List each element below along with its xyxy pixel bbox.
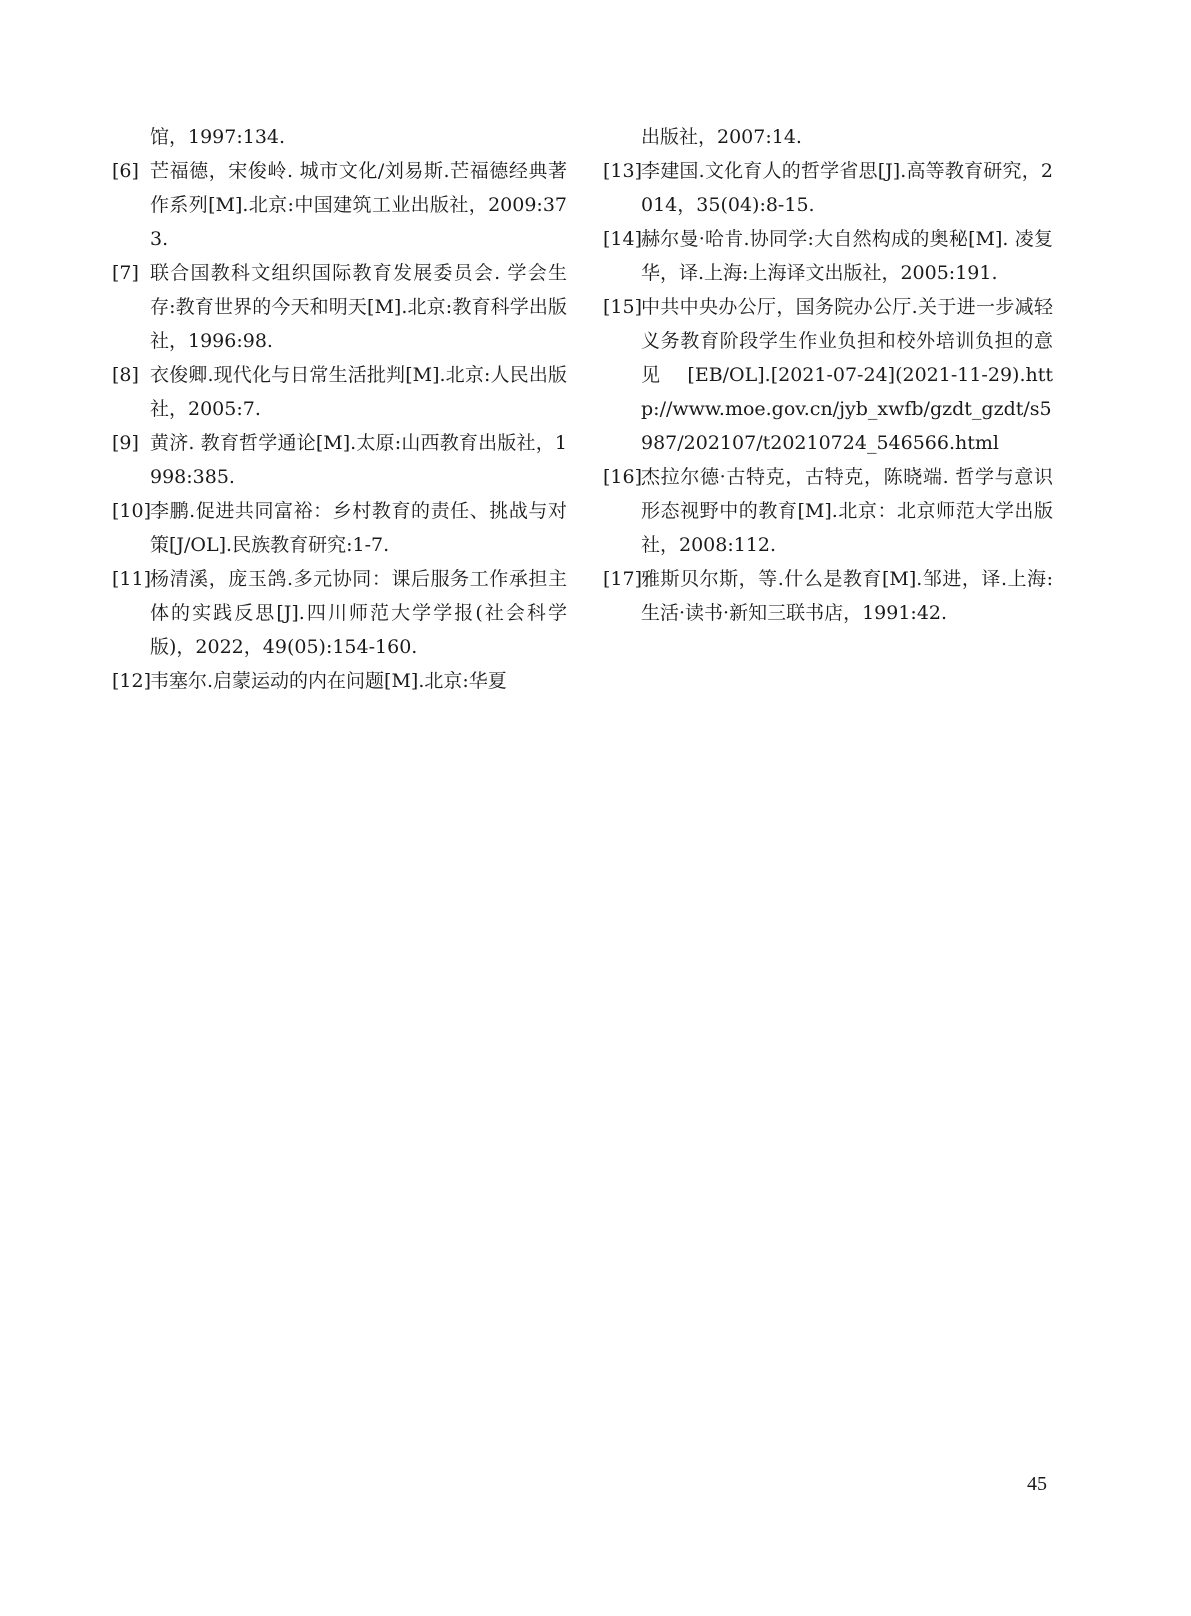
reference-entry-6 <box>112 154 567 256</box>
reference-number: [14] <box>603 228 643 250</box>
references-right-column <box>603 120 1053 630</box>
reference-text: 李建国.文化育人的哲学省思[J].高等教育研究，2014，35(04):8-15. <box>641 160 1053 216</box>
reference-text: 黄济. 教育哲学通论[M].太原:山西教育出版社，1998:385. <box>150 432 567 488</box>
reference-number: [12] <box>112 670 152 692</box>
reference-number: [16] <box>603 466 643 488</box>
reference-entry-17 <box>603 562 1053 630</box>
reference-entry-14 <box>603 222 1053 290</box>
reference-number: [13] <box>603 160 643 182</box>
reference-text: 杨清溪，庞玉鸽.多元协同：课后服务工作承担主体的实践反思[J].四川师范大学学报(社会科学版)，2022，49(05):154-160. <box>150 568 567 658</box>
reference-number: [9] <box>112 432 139 454</box>
reference-entry-8 <box>112 358 567 426</box>
reference-text: 李鹏.促进共同富裕：乡村教育的责任、挑战与对策[J/OL].民族教育研究:1-7. <box>150 500 567 556</box>
reference-number: [6] <box>112 160 139 182</box>
reference-entry-continued <box>112 120 567 154</box>
reference-entry-continued <box>603 120 1053 154</box>
reference-entry-15 <box>603 290 1053 460</box>
reference-number: [15] <box>603 296 643 318</box>
reference-text: 馆，1997:134. <box>150 126 286 148</box>
reference-entry-11 <box>112 562 567 664</box>
reference-text: 赫尔曼·哈肯.协同学:大自然构成的奥秘[M]. 凌复华，译.上海:上海译文出版社，2005:191. <box>641 228 1053 284</box>
page-number: 45 <box>1027 1473 1047 1495</box>
reference-entry-12 <box>112 664 567 698</box>
reference-text: 芒福德，宋俊岭. 城市文化/刘易斯.芒福德经典著作系列[M].北京:中国建筑工业出版社，2009:373. <box>150 160 567 250</box>
reference-entry-16 <box>603 460 1053 562</box>
reference-entry-13 <box>603 154 1053 222</box>
reference-text: 出版社，2007:14. <box>641 126 802 148</box>
reference-number: [7] <box>112 262 139 284</box>
reference-text: 联合国教科文组织国际教育发展委员会. 学会生存:教育世界的今天和明天[M].北京:教育科学出版社，1996:98. <box>150 262 567 352</box>
reference-text: 衣俊卿.现代化与日常生活批判[M].北京:人民出版社，2005:7. <box>150 364 567 420</box>
reference-entry-10 <box>112 494 567 562</box>
reference-number: [10] <box>112 500 152 522</box>
reference-entry-7 <box>112 256 567 358</box>
references-left-column <box>112 120 567 698</box>
reference-number: [17] <box>603 568 643 590</box>
reference-number: [11] <box>112 568 152 590</box>
reference-text: 中共中央办公厅，国务院办公厅.关于进一步减轻义务教育阶段学生作业负担和校外培训负担的意见[EB/OL].[2021-07-24](2021-11-29).http://www.moe.gov.cn/jyb_xwfb/gzdt_gzdt/s5987/202107/t20210724_546566.html <box>641 296 1053 454</box>
reference-text: 韦塞尔.启蒙运动的内在问题[M].北京:华夏 <box>150 670 507 692</box>
reference-text: 杰拉尔德·古特克，古特克，陈晓端. 哲学与意识形态视野中的教育[M].北京：北京师范大学出版社，2008:112. <box>641 466 1053 556</box>
reference-number: [8] <box>112 364 139 386</box>
reference-entry-9 <box>112 426 567 494</box>
reference-text: 雅斯贝尔斯，等.什么是教育[M].邹进，译.上海:生活·读书·新知三联书店，1991:42. <box>641 568 1053 624</box>
